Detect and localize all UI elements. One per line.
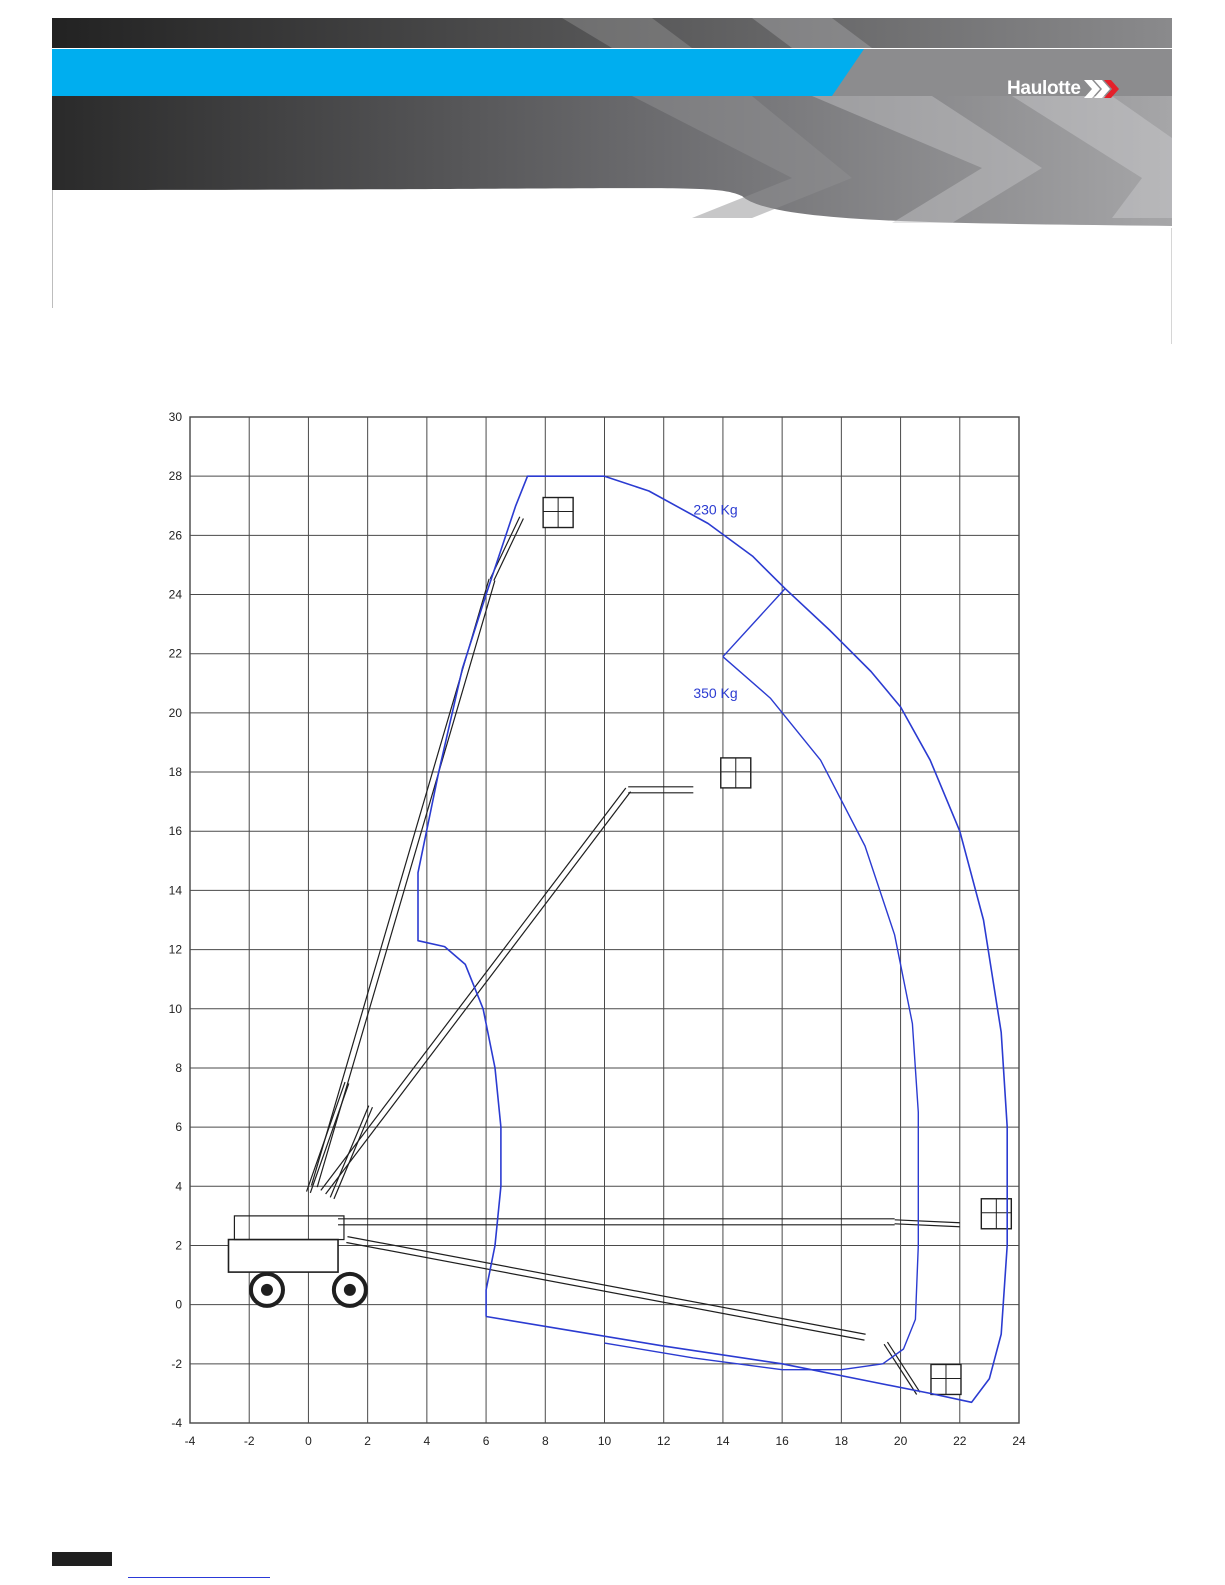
x-tick-label: 18 xyxy=(834,1434,849,1448)
footer-tab xyxy=(52,1552,112,1566)
y-tick-label: 28 xyxy=(168,469,182,484)
x-tick-label: 22 xyxy=(953,1434,967,1448)
y-tick-label: 6 xyxy=(175,1120,182,1135)
basket-vertical xyxy=(543,498,573,528)
cylinder-2-edge xyxy=(334,1107,372,1199)
cylinder-1 xyxy=(307,1082,349,1193)
x-tick-label: 0 xyxy=(305,1434,312,1448)
basket-diagonal xyxy=(721,758,751,788)
boom-negative xyxy=(346,1237,865,1341)
y-tick-label: 16 xyxy=(168,824,182,839)
chevron-logo-icon xyxy=(1084,80,1120,98)
haulotte-logo[interactable] xyxy=(1007,78,1120,100)
jib-horizontal-edge xyxy=(895,1220,960,1223)
x-tick-label: 4 xyxy=(423,1434,431,1448)
wheel-hub xyxy=(344,1284,356,1296)
y-tick-label: -2 xyxy=(171,1356,182,1371)
y-tick-label: 10 xyxy=(168,1001,182,1016)
y-tick-label: 30 xyxy=(168,410,182,424)
axis-ticks xyxy=(169,410,1026,1448)
y-tick-label: 4 xyxy=(175,1179,182,1194)
boom-negative-edge xyxy=(346,1243,864,1341)
boom-diagonal-edge xyxy=(326,792,631,1194)
y-tick-label: 18 xyxy=(168,765,182,780)
x-tick-label: 14 xyxy=(716,1434,730,1448)
envelope-350kg xyxy=(605,657,919,1370)
turntable xyxy=(234,1216,344,1240)
header-band xyxy=(52,18,1172,228)
y-tick-label: -4 xyxy=(171,1416,182,1430)
y-tick-label: 0 xyxy=(175,1297,182,1312)
envelope-350kg-link xyxy=(723,589,785,657)
x-tick-label: 2 xyxy=(364,1434,371,1448)
chassis xyxy=(228,1240,338,1273)
envelope-230kg xyxy=(418,476,1007,1402)
x-tick-label: 24 xyxy=(1012,1434,1026,1448)
header-graphic xyxy=(52,18,1172,228)
x-tick-label: 20 xyxy=(893,1434,908,1448)
basket-negative xyxy=(931,1364,961,1394)
x-tick-label: 6 xyxy=(482,1434,490,1448)
y-tick-label: 26 xyxy=(168,528,182,543)
boom-horizontal xyxy=(338,1219,895,1225)
boom-diagonal-edge xyxy=(321,788,626,1190)
y-tick-label: 20 xyxy=(168,705,182,720)
x-tick-label: -4 xyxy=(184,1434,196,1448)
y-tick-label: 24 xyxy=(168,587,182,602)
jib-horizontal xyxy=(895,1220,960,1227)
left-rule xyxy=(52,190,53,308)
x-tick-label: 12 xyxy=(657,1434,671,1448)
label-230kg: 230 Kg xyxy=(693,501,738,518)
jib-vertical xyxy=(490,517,523,581)
y-tick-label: 22 xyxy=(168,646,182,661)
footer-link-underline[interactable] xyxy=(128,1577,270,1578)
boom-vertical xyxy=(311,579,494,1187)
x-tick-label: 16 xyxy=(775,1434,789,1448)
machine-drawing xyxy=(228,498,1011,1395)
load-envelopes xyxy=(418,476,1007,1402)
jib-horizontal-edge xyxy=(895,1224,960,1227)
y-tick-label: 2 xyxy=(175,1238,182,1253)
label-350kg: 350 Kg xyxy=(693,685,738,702)
y-tick-label: 8 xyxy=(175,1060,182,1075)
boom-negative-edge xyxy=(347,1237,865,1335)
right-rule xyxy=(1171,228,1172,344)
working-range-diagram xyxy=(150,405,1030,1455)
jib-diagonal xyxy=(628,787,693,793)
x-tick-label: 8 xyxy=(541,1434,549,1448)
brand-name: Haulotte xyxy=(1007,78,1081,99)
wheel-hub xyxy=(261,1284,273,1296)
x-tick-label: 10 xyxy=(597,1434,612,1448)
y-tick-label: 12 xyxy=(168,942,182,957)
x-tick-label: -2 xyxy=(243,1434,255,1448)
y-tick-label: 14 xyxy=(168,883,182,898)
